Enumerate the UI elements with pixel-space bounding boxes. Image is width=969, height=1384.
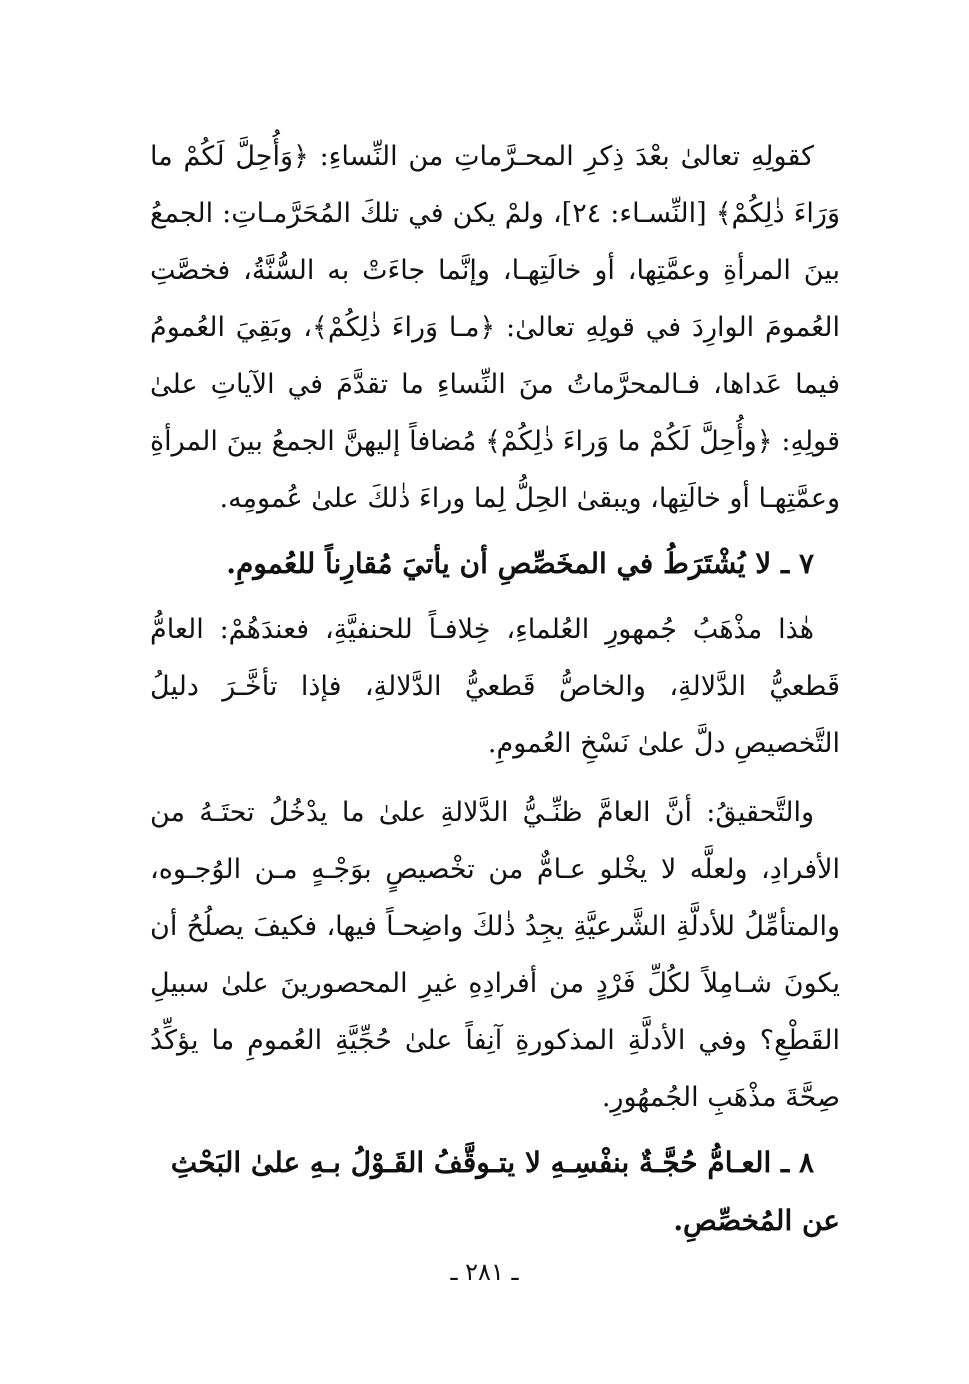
- paragraph-3: والتَّحقيقُ: أنَّ العامَّ ظنِّـيُّ الدَّلالةِ علىٰ ما يدْخُلُ تحتَـهُ من الأفرادِ، ولعلَّه لا يخْلو عـامٌّ من تخْصيصٍ بوَجْـهٍ مـن الوُجـوه، والمتأمِّلُ للأدلَّةِ الشَّرعيَّةِ يجِدُ ذٰلكَ واضِحـاً فيها، فكيفَ يصلُحُ أن يكونَ شـامِلاً لكُلِّ فَرْدٍ من أفرادِهِ غيرِ المحصورينَ علىٰ سبيلِ القَطْعِ؟ وفي الأدلَّةِ المذكورةِ آنِفاً علىٰ حُجِّيَّةِ العُمومِ ما يؤكِّدُ صِحَّةَ مذْهَبِ الجُمهُورِ.: [150, 797, 840, 1113]
- paragraph-2: هٰذا مذْهَبُ جُمهورِ العُلماءِ، خِلافـاً للحنفيَّةِ، فعندَهُمْ: العامُّ قَطعيُّ الدَّلالةِ، والخاصُّ قَطعيُّ الدَّلالةِ، فإذا تأخَّـرَ دليلُ التَّخصيصِ دلَّ علىٰ نَسْخِ العُمومِ.: [150, 614, 840, 759]
- section-heading-8: ٨ ـ العـامُّ حُجَّـةٌ بنفْسِـهِ لا يتـوقَّفُ القَـوْلُ بـهِ علىٰ البَحْثِ عن المُخصِّصِ.: [170, 1146, 840, 1237]
- page-body: [150, 128, 840, 1250]
- paragraph-1: كقولِهِ تعالىٰ بعْدَ ذِكرِ المحـرَّماتِ من النِّساءِ: ﴿وَأُحِلَّ لَكُمْ ما وَرَاءَ ذٰلِكُمْ﴾ [النِّسـاء: ٢٤]، ولمْ يكن في تلكَ المُحَرَّمـاتِ: الجمعُ بينَ المرأةِ وعمَّتِها، أو خالَتِهـا، وإنَّما جاءَتْ به السُّنَّةُ، فخصَّتِ العُمومَ الوارِدَ في قولِهِ تعالىٰ: ﴿مـا وَراءَ ذٰلِكُمْ﴾، وبَقِيَ العُمومُ فيما عَداها، فـالمحرَّماتُ منَ النِّساءِ ما تقدَّمَ في الآياتِ علىٰ قولِهِ: ﴿وأُحِلَّ لَكُمْ ما وَراءَ ذٰلِكُمْ﴾ مُضافاً إليهنَّ الجمعُ بينَ المرأةِ وعمَّتِهـا أو خالَتِها، ويبقىٰ الحِلُّ لِما وراءَ ذٰلكَ علىٰ عُمومِه.: [150, 141, 840, 514]
- section-heading-7: ٧ ـ لا يُشْتَرَطُ في المخَصِّصِ أن يأتيَ مُقارِناً للعُمومِ.: [226, 547, 814, 580]
- page-number: ـ ٢٨١ ـ: [450, 1258, 519, 1286]
